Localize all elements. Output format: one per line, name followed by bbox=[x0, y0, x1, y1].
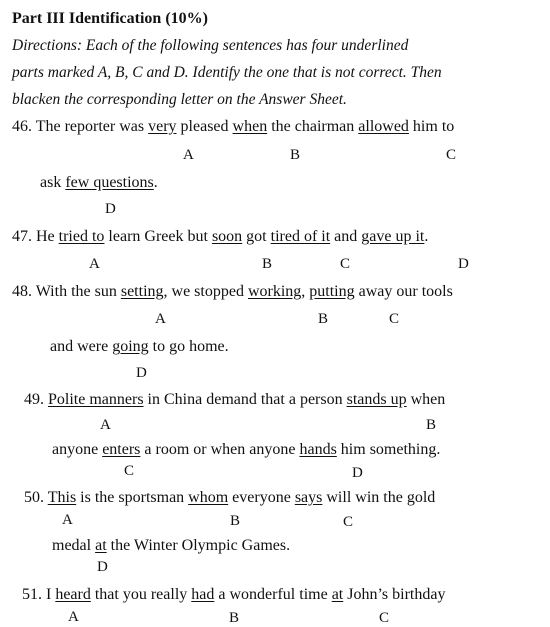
q49-option-a: Polite manners bbox=[48, 391, 144, 408]
question-51-line-1: 51. I heard that you really had a wonderful time at John’s birthday bbox=[22, 586, 446, 603]
q46-letter-d: D bbox=[105, 201, 116, 217]
q46-letter-a: A bbox=[183, 147, 194, 163]
q50-option-b: whom bbox=[188, 489, 229, 506]
q47-option-b: soon bbox=[211, 228, 243, 245]
question-48-line-1: 48. With the sun setting, we stopped working, putting away our tools bbox=[12, 283, 453, 300]
q50-letter-d: D bbox=[97, 559, 108, 575]
q50-letter-c: C bbox=[343, 514, 354, 530]
directions-line-2: parts marked A, B, C and D. Identify the one that is not correct. Then bbox=[12, 64, 442, 81]
q51-letter-a: A bbox=[68, 609, 79, 625]
q46-option-d: few questions bbox=[65, 174, 154, 191]
question-48-line-2: and were going to go home. bbox=[50, 338, 229, 355]
q51-letter-b: B bbox=[229, 610, 240, 626]
q50-letter-a: A bbox=[62, 512, 73, 528]
question-50-line-2: medal at the Winter Olympic Games. bbox=[52, 537, 291, 554]
q47-letter-c: C bbox=[340, 256, 351, 272]
q49-letter-d: D bbox=[352, 465, 363, 481]
q49-letter-b: B bbox=[426, 417, 437, 433]
q47-letter-a: A bbox=[89, 256, 100, 272]
q47-option-d: gave up it bbox=[361, 228, 425, 245]
question-49-line-1: 49. Polite manners in China demand that a person stands up when bbox=[24, 391, 446, 408]
question-46-line-2: ask few questions. bbox=[40, 174, 158, 191]
q49-letter-c: C bbox=[124, 463, 135, 479]
directions-line-3: blacken the corresponding letter on the Answer Sheet. bbox=[12, 91, 347, 108]
q51-option-b: had bbox=[191, 586, 215, 603]
question-46-line-1: 46. The reporter was very pleased when the chairman allowed him to bbox=[12, 118, 455, 135]
q49-letter-a: A bbox=[100, 417, 111, 433]
q47-option-a: tried to bbox=[58, 228, 105, 245]
q51-letter-c: C bbox=[379, 610, 390, 626]
q47-letter-b: B bbox=[262, 256, 273, 272]
directions-line-1: Directions: Each of the following sentences has four underlined bbox=[12, 37, 409, 54]
q51-option-a: heard bbox=[55, 586, 91, 603]
q50-letter-b: B bbox=[230, 513, 241, 529]
q48-option-a: setting bbox=[120, 283, 164, 300]
q47-letter-d: D bbox=[458, 256, 469, 272]
q49-option-c: enters bbox=[102, 441, 141, 458]
q46-option-c: allowed bbox=[358, 118, 409, 135]
q48-letter-a: A bbox=[155, 311, 166, 327]
question-49-line-2: anyone enters a room or when anyone hands him something. bbox=[52, 441, 441, 458]
q51-option-c: at bbox=[331, 586, 344, 603]
q48-letter-c: C bbox=[389, 311, 400, 327]
q46-letter-b: B bbox=[290, 147, 301, 163]
q48-letter-b: B bbox=[318, 311, 329, 327]
q49-option-b: stands up bbox=[346, 391, 407, 408]
q48-option-c: putting bbox=[309, 283, 355, 300]
q47-option-c: tired of it bbox=[270, 228, 331, 245]
q48-letter-d: D bbox=[136, 365, 147, 381]
q50-option-c: says bbox=[294, 489, 323, 506]
question-50-line-1: 50. This is the sportsman whom everyone says will win the gold bbox=[24, 489, 436, 506]
section-title: Part III Identification (10%) bbox=[12, 10, 208, 27]
q50-option-d: at bbox=[95, 537, 107, 554]
q50-option-a: This bbox=[47, 489, 77, 506]
q46-letter-c: C bbox=[446, 147, 457, 163]
q46-option-a: very bbox=[148, 118, 177, 135]
q48-option-d: going bbox=[112, 338, 149, 355]
question-47-line-1: 47. He tried to learn Greek but soon got tired of it and gave up it. bbox=[12, 228, 429, 245]
q49-option-d: hands bbox=[299, 441, 337, 458]
q48-option-b: working bbox=[247, 283, 302, 300]
q46-option-b: when bbox=[232, 118, 268, 135]
